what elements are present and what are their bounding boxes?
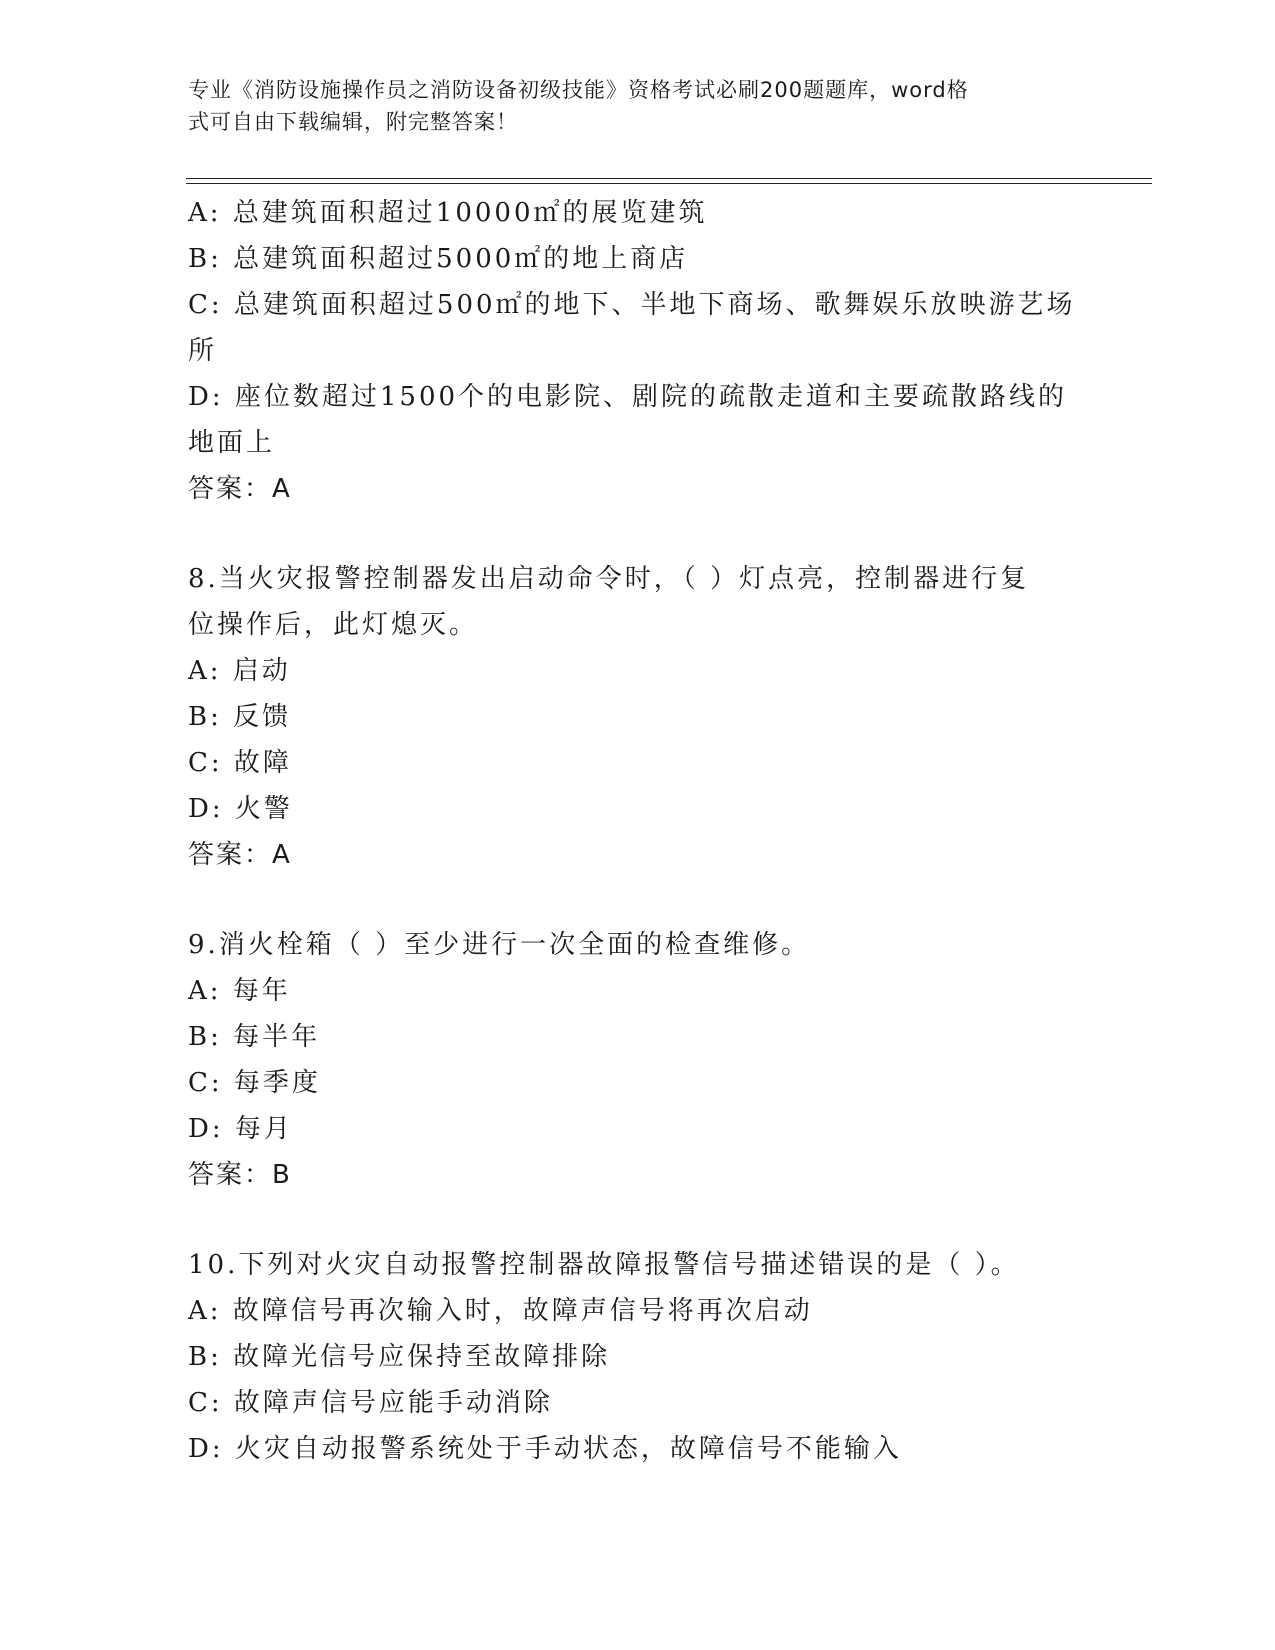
option-c: C: 总建筑面积超过500㎡的地下、半地下商场、歌舞娱乐放映游艺场 — [188, 290, 1076, 320]
spacer — [188, 512, 1088, 556]
option-a: A: 故障信号再次输入时，故障声信号将再次启动 — [188, 1296, 813, 1326]
question-9 — [188, 922, 1088, 1198]
answer: 答案：A — [188, 840, 292, 870]
option-a: A: 启动 — [188, 656, 291, 686]
option-c: C: 每季度 — [188, 1068, 321, 1098]
question-stem: 10.下列对火灾自动报警控制器故障报警信号描述错误的是（ ）。 — [188, 1250, 1020, 1280]
question-list — [188, 190, 1088, 1472]
option-b: B: 总建筑面积超过5000㎡的地上商店 — [188, 244, 689, 274]
answer: 答案：B — [188, 1160, 292, 1190]
option-a: A: 每年 — [188, 976, 291, 1006]
spacer — [188, 878, 1088, 922]
question-7 — [188, 190, 1088, 512]
question-stem: 9.消火栓箱（ ）至少进行一次全面的检查维修。 — [188, 930, 811, 960]
option-a: A: 总建筑面积超过10000㎡的展览建筑 — [188, 198, 708, 228]
header-divider-bottom — [186, 183, 1152, 184]
option-b: B: 每半年 — [188, 1022, 321, 1052]
document-header — [188, 74, 1068, 138]
option-d: D: 每月 — [188, 1114, 293, 1144]
option-d-continued: 地面上 — [188, 428, 276, 458]
header-line-2: 式可自由下载编辑，附完整答案！ — [188, 110, 518, 134]
option-c: C: 故障声信号应能手动消除 — [188, 1388, 553, 1418]
question-10 — [188, 1242, 1088, 1472]
option-c: C: 故障 — [188, 748, 292, 778]
option-d: D: 座位数超过1500个的电影院、剧院的疏散走道和主要疏散路线的 — [188, 382, 1068, 412]
option-c-continued: 所 — [188, 336, 218, 366]
question-stem: 8.当火灾报警控制器发出启动命令时，（ ）灯点亮，控制器进行复 — [188, 564, 1030, 594]
answer: 答案：A — [188, 474, 292, 504]
question-stem-continued: 位操作后，此灯熄灭。 — [188, 610, 479, 640]
header-divider-top — [186, 178, 1152, 179]
spacer — [188, 1198, 1088, 1242]
header-line-1: 专业《消防设施操作员之消防设备初级技能》资格考试必刷200题题库，word格 — [188, 78, 969, 102]
question-8 — [188, 556, 1088, 878]
option-b: B: 反馈 — [188, 702, 292, 732]
option-d: D: 火灾自动报警系统处于手动状态，故障信号不能输入 — [188, 1434, 902, 1464]
option-b: B: 故障光信号应保持至故障排除 — [188, 1342, 611, 1372]
option-d: D: 火警 — [188, 794, 293, 824]
